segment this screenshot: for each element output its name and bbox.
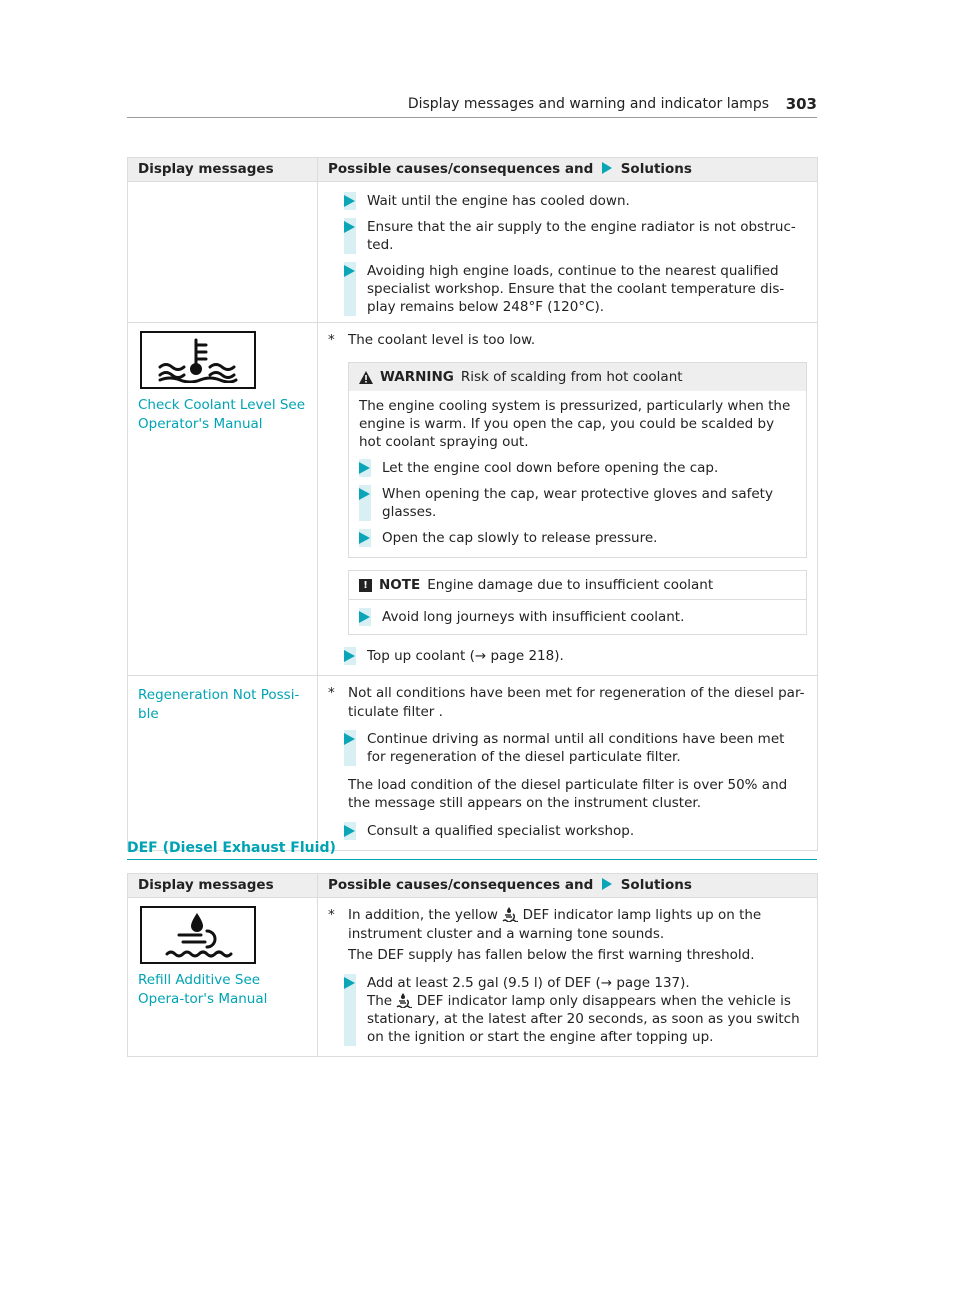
column-header-causes xyxy=(318,874,818,898)
display-cell xyxy=(128,676,318,851)
solution-arrow-icon xyxy=(601,878,613,890)
note-step: Avoid long journeys with insufficient coolant. xyxy=(359,608,796,626)
info-text: The load condition of the diesel particulate filter is over 50% and the message still appears on the instrument cluster. xyxy=(348,777,788,811)
note-exclamation-icon: ! xyxy=(359,579,372,592)
note-title: Engine damage due to insufficient coolant xyxy=(427,577,714,593)
table-row xyxy=(128,898,818,1057)
cause-item: * Not all conditions have been met for regeneration of the diesel par-ticulate filter . xyxy=(328,685,805,720)
column-header-solutions-text: Solutions xyxy=(620,161,692,177)
solution-arrow-icon xyxy=(601,162,613,174)
note-body xyxy=(349,608,806,634)
table-row xyxy=(128,182,818,323)
solution-step: Consult a qualified specialist workshop. xyxy=(344,822,807,840)
display-cell xyxy=(128,898,318,1057)
def-messages-table xyxy=(127,873,818,1057)
step-arrow-icon xyxy=(359,488,370,500)
info-text: The DEF supply has fallen below the first warning threshold. xyxy=(348,947,755,963)
page-number: 303 xyxy=(785,95,817,113)
note-label: NOTE xyxy=(379,577,421,593)
step-arrow-icon xyxy=(359,532,370,544)
warning-text: The engine cooling system is pressurized, particularly when the engine is warm. If you open the cap, you could be scalded by hot coolant spraying out. xyxy=(359,398,791,450)
asterisk-icon: * xyxy=(328,907,335,923)
column-header-causes-text: Possible causes/consequences and xyxy=(328,877,594,893)
step-text-line: The DEF indicator lamp only disappears when the vehicle is stationary, at the latest after 20 seconds, as soon as you switch on the ignition or start the engine after topping up. xyxy=(367,993,800,1045)
column-header-causes-text: Possible causes/consequences and xyxy=(328,161,594,177)
table-row xyxy=(128,676,818,851)
step-text-line: Add at least 2.5 gal (9.5 l) of DEF (→ page 137). xyxy=(367,975,690,991)
step-arrow-icon xyxy=(344,265,355,277)
asterisk-icon: * xyxy=(328,685,335,701)
note-header xyxy=(349,571,806,600)
solution-step: Wait until the engine has cooled down. xyxy=(344,192,807,210)
step-arrow-icon xyxy=(344,825,355,837)
table-header-row xyxy=(128,874,818,898)
warning-title: Risk of scalding from hot coolant xyxy=(460,369,683,385)
cause-text: In addition, the yellow DEF indicator lamp lights up on the instrument cluster and a warning tone sounds. xyxy=(348,907,762,942)
warning-step: Let the engine cool down before opening the cap. xyxy=(359,459,796,477)
warning-body xyxy=(349,391,806,557)
page-header xyxy=(127,96,817,118)
step-arrow-icon xyxy=(359,611,370,623)
causes-cell xyxy=(318,182,818,323)
solution-step: Avoiding high engine loads, continue to the nearest qualified specialist workshop. Ensure that the coolant temperature dis-play remains below 248°F (120°C). xyxy=(344,262,807,316)
warning-label: WARNING xyxy=(380,369,454,385)
step-arrow-icon xyxy=(359,462,370,474)
warning-step: When opening the cap, wear protective gloves and safety glasses. xyxy=(359,485,796,521)
step-arrow-icon xyxy=(344,733,355,745)
warning-triangle-icon xyxy=(359,371,373,384)
causes-cell xyxy=(318,323,818,676)
table-header-row xyxy=(128,158,818,182)
column-header-causes xyxy=(318,158,818,182)
def-indicator-icon xyxy=(396,992,412,1008)
display-message: Check Coolant Level See Operator's Manual xyxy=(138,397,306,432)
cause-item: * The coolant level is too low. xyxy=(328,332,536,348)
page-header-title: Display messages and warning and indicator lamps xyxy=(407,96,769,112)
step-arrow-icon xyxy=(344,650,355,662)
step-arrow-icon xyxy=(344,195,355,207)
causes-cell xyxy=(318,898,818,1057)
coolant-level-icon xyxy=(140,331,256,389)
display-cell xyxy=(128,323,318,676)
cause-item xyxy=(328,906,807,944)
solution-step: Ensure that the air supply to the engine radiator is not obstruc-ted. xyxy=(344,218,807,254)
step-arrow-icon xyxy=(344,977,355,989)
warning-header xyxy=(349,363,806,391)
solution-step xyxy=(344,974,807,1046)
solution-step: Continue driving as normal until all conditions have been met for regeneration of the diesel particulate filter. xyxy=(344,730,807,766)
column-header-solutions-text: Solutions xyxy=(620,877,692,893)
section-title: DEF (Diesel Exhaust Fluid) xyxy=(127,840,817,860)
display-messages-table xyxy=(127,157,818,851)
display-message: Refill Additive See Opera-tor's Manual xyxy=(138,972,268,1007)
note-box xyxy=(348,570,807,635)
def-fluid-icon xyxy=(140,906,256,964)
solution-step: Top up coolant (→ page 218). xyxy=(344,647,807,665)
step-arrow-icon xyxy=(344,221,355,233)
def-indicator-icon xyxy=(502,906,518,922)
asterisk-icon: * xyxy=(328,332,335,348)
causes-cell xyxy=(318,676,818,851)
warning-box xyxy=(348,362,807,558)
column-header-display: Display messages xyxy=(128,874,318,898)
display-cell xyxy=(128,182,318,323)
column-header-display: Display messages xyxy=(128,158,318,182)
table-row xyxy=(128,323,818,676)
display-message: Regeneration Not Possi-ble xyxy=(138,687,300,722)
warning-step: Open the cap slowly to release pressure. xyxy=(359,529,796,547)
